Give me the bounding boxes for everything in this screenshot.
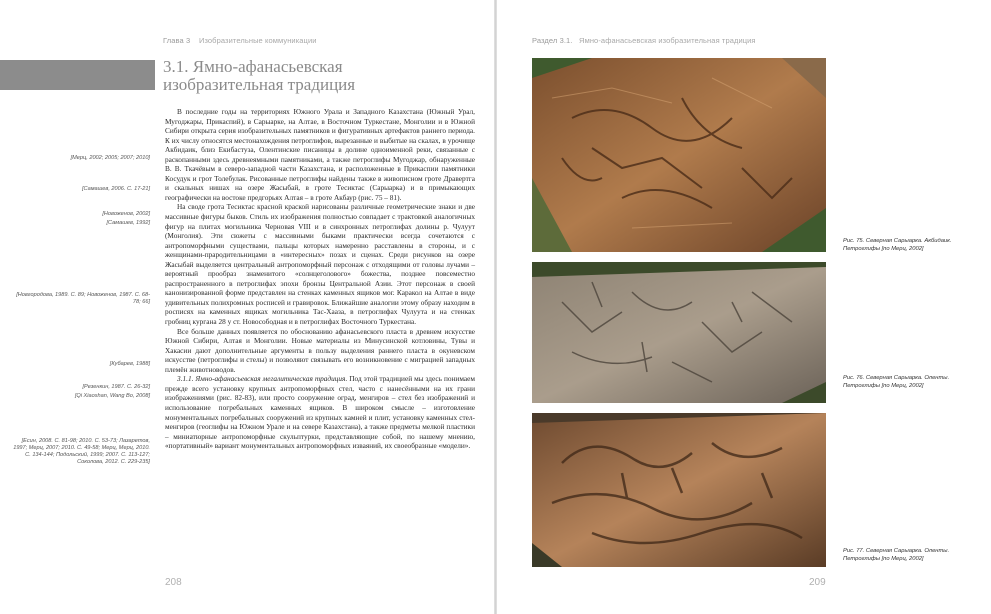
petroglyph-rock-image bbox=[532, 262, 826, 403]
figure-76-photo bbox=[532, 262, 826, 403]
figure-75-caption: Рис. 75. Северная Сарыарка. Акбидаик. Петроглифы [по Мерц, 2002] bbox=[843, 238, 952, 252]
chapter-label: Глава 3 bbox=[163, 36, 191, 45]
running-head-right bbox=[532, 36, 756, 45]
section-title-line2: изобразительная традиция bbox=[163, 75, 356, 94]
margin-reference: [Есин, 2008. С. 81-98; 2010. С. 53-73; Лазаретов, 1997; Мерц, 2007; 2010. С. 49-58; Мерц, Мерц, 2010. С. 134-144; Подольский, 1999; 2007. С. 113-127; Соколова, 2012. С. 229-235] bbox=[13, 438, 150, 465]
section-title bbox=[163, 58, 473, 94]
margin-reference: [Самашев, 2006. С. 17-21] bbox=[81, 186, 150, 192]
margin-reference: [Самашев, 1992] bbox=[106, 220, 150, 226]
margin-reference: [Резенкин, 1987. С. 26-32] bbox=[82, 384, 150, 390]
page-number-right: 209 bbox=[809, 577, 826, 588]
figure-77-caption: Рис. 77. Северная Сарыарка. Оленты. Петроглифы [по Мерц, 2002] bbox=[843, 548, 950, 562]
margin-reference: [Мерц, 2002; 2005; 2007; 2010] bbox=[70, 155, 150, 161]
running-head-left bbox=[163, 36, 317, 45]
left-page bbox=[0, 0, 495, 614]
paragraph: Все больше данных появляется по обоснованию афанасьевского пласта в древнем искусстве Южной Сибири, Алтая и Монголии. Новые материалы из Минусинской котловины, Тувы и Хакасии дают дополнительные аргументы в пользу выделения раннего пласта в окуневском искусстве (петроглифы и стелы) и позволяют связывать его возникновение с миграцией западных племён животноводов. bbox=[165, 326, 475, 374]
margin-reference: [Новоженов, 2002] bbox=[102, 211, 150, 217]
body-text bbox=[165, 107, 475, 451]
page-number-left: 208 bbox=[165, 577, 182, 588]
margin-reference: [Новгородова, 1989. С. 89; Новоженов, 1987. С. 68-78; 66] bbox=[16, 292, 150, 305]
subsection-heading: 3.1.1. Ямно-афанасьевская мегалитическая традиция. bbox=[177, 374, 348, 384]
section-title-line1: 3.1. Ямно-афанасьевская bbox=[163, 57, 343, 76]
subsection-text: Под этой традицией мы здесь понимаем прежде всего установку крупных антропоморфных стел, часто с нанесёнными на их грани изображениями (рис. 82-83), или просто сооружение оград, менгиров – стел без изображений и использование погребальных каменных ящиков. В широком смысле – изготовление монументальных погребальных сооружений из крупных камней и плит, установку каменных стел-менгиров (геоглифы на Южном Урале и на севере Казахстана), а также предметы мелкой пластики – миниатюрные антропоморфные скульптурки, представляющие собой, по нашему мнению, «портативный» вариант монументальных антропоморфных изваяний, их своеобразные «модели». bbox=[165, 374, 475, 451]
petroglyph-rock-image bbox=[532, 413, 826, 567]
petroglyph-rock-image bbox=[532, 58, 826, 252]
paragraph: В последние годы на территориях Южного Урала и Западного Казахстана (Южный Урал, Мугоджары, Прикаспий), в Сарыарке, на Алтае, в Восточном Туркестане, Монголии и в Южной Сибири открыта серия изобразительных памятников и фигуративных артефактов раннего периода. К их числу относятся местонахождения петроглифов, вырезанные и выбитые на скалах, в урочище Акбидаик, близ Екибастуза, Олентинские писаницы в долине одноименной реки, связанные с раскопанными здесь древнеямными памятниками, а также петроглифы Мугоджар, обнаруженные В. В. Ткачёвым в северо-западной части Казахстана, и расположенные в Прикаспии памятники Косудук и грот Толебулак. Рисованные петроглифы найдены также в живописном гроте Дравертга и скальных нишах на озере Жасыбай, в гроте Тесиктас (Сарыарка) и в примыкающих географически на востоке предгорьях Алтая – в гроте Акбаур (рис. 75 – 81). bbox=[165, 107, 475, 202]
margin-reference: [Qi Xiaoshan, Wang Bo, 2008] bbox=[74, 393, 150, 399]
paragraph: На своде грота Тесиктас красной краской нарисованы различные геометрические знаки и две массивные фигуры быков. Стиль их изображения полностью совпадает с трактовкой аналогичных фигур на плитах могильника Черновая VIII и в синхронных петроглифах долины р. Чулуут (Монголия). Эти сюжеты с массивными быками практически всегда сочетаются с антропоморфными существами, пальцы которых намеренно расставлены в стороны, и с женщинами-прародительницами в «интересных» позах и сценах. Среди рисунков на озере Жасыбай выделяется центральный антропоморфный персонаж с отходящими от головы лучами – вероятный прообраз знаменитого «солнцеголового» божества, позднее повсеместно распространенного в петроглифах эпохи бронзы Центральной Азии. Этот персонаж в своей канонизированной форме представлен на стенках каменных ящиков мог. Каракол на Алтае в виде удивительных полихромных росписей и гравировок. Ближайшие аналогии этому образу находим в росписях на каменных ящиках могильника Тас-Хааза, в петроглифах Чулуута и на стенках гробниц кургана 28 у ст. Новосободная и в петроглифах Восточного Туркестана. bbox=[165, 202, 475, 327]
figure-77-photo bbox=[532, 413, 826, 567]
figure-75-photo bbox=[532, 58, 826, 252]
paragraph bbox=[165, 374, 475, 450]
figure-76-caption: Рис. 76. Северная Сарыарка. Оленты. Петроглифы [по Мерц, 2002] bbox=[843, 375, 950, 389]
section-label: Раздел 3.1. bbox=[532, 36, 573, 45]
chapter-title: Изобразительные коммуникации bbox=[198, 36, 317, 45]
section-running-title: Ямно-афанасьевская изобразительная традиция bbox=[579, 36, 756, 45]
margin-reference: [Кубарев, 1988] bbox=[109, 361, 150, 367]
section-marker-band bbox=[0, 60, 155, 90]
